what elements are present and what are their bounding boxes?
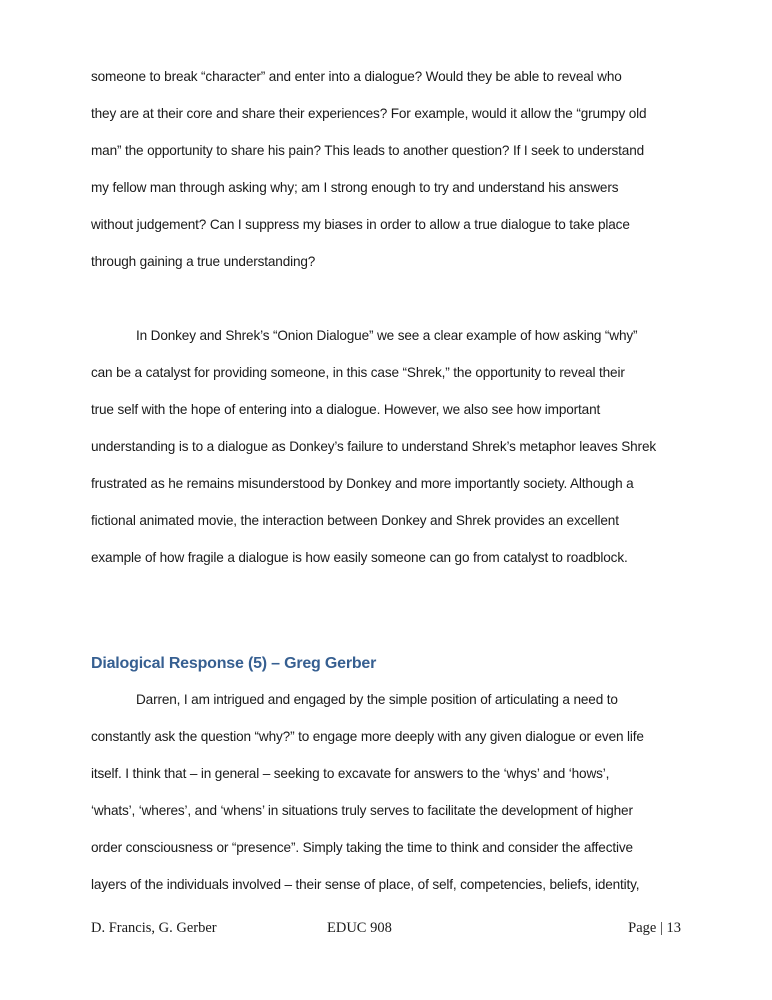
text-line: itself. I think that – in general – seeking to excavate for answers to the ‘whys’ and ‘hows’,: [91, 766, 610, 781]
text-line: example of how fragile a dialogue is how easily someone can go from catalyst to roadblock.: [91, 550, 628, 565]
text-line: constantly ask the question “why?” to engage more deeply with any given dialogue or even life: [91, 729, 644, 744]
text-line: someone to break “character” and enter into a dialogue? Would they be able to reveal who: [91, 69, 622, 84]
text-line: can be a catalyst for providing someone, in this case “Shrek,” the opportunity to reveal their: [91, 365, 625, 380]
footer-page-number: Page | 13: [628, 920, 681, 936]
section-heading: Dialogical Response (5) – Greg Gerber: [91, 655, 377, 672]
text-line: layers of the individuals involved – their sense of place, of self, competencies, beliefs, identity,: [91, 877, 640, 892]
text-line: through gaining a true understanding?: [91, 254, 316, 269]
text-line: ‘whats’, ‘wheres’, and ‘whens’ in situations truly serves to facilitate the development of higher: [91, 803, 633, 818]
text-line: without judgement? Can I suppress my biases in order to allow a true dialogue to take place: [91, 217, 630, 232]
text-line: order consciousness or “presence”. Simply taking the time to think and consider the affective: [91, 840, 633, 855]
text-line: fictional animated movie, the interaction between Donkey and Shrek provides an excellent: [91, 513, 619, 528]
text-line: my fellow man through asking why; am I strong enough to try and understand his answers: [91, 180, 619, 195]
text-line: man” the opportunity to share his pain? This leads to another question? If I seek to understand: [91, 143, 645, 158]
text-line: true self with the hope of entering into a dialogue. However, we also see how important: [91, 402, 601, 417]
text-line: frustrated as he remains misunderstood by Donkey and more importantly society. Although a: [91, 476, 634, 491]
text-line: understanding is to a dialogue as Donkey’s failure to understand Shrek’s metaphor leaves Shrek: [91, 439, 656, 454]
footer-course: EDUC 908: [327, 920, 392, 936]
text-line: In Donkey and Shrek’s “Onion Dialogue” we see a clear example of how asking “why”: [136, 328, 638, 343]
footer-authors: D. Francis, G. Gerber: [91, 920, 217, 936]
text-line: they are at their core and share their experiences? For example, would it allow the “grumpy old: [91, 106, 647, 121]
text-line: Darren, I am intrigued and engaged by the simple position of articulating a need to: [136, 692, 618, 707]
